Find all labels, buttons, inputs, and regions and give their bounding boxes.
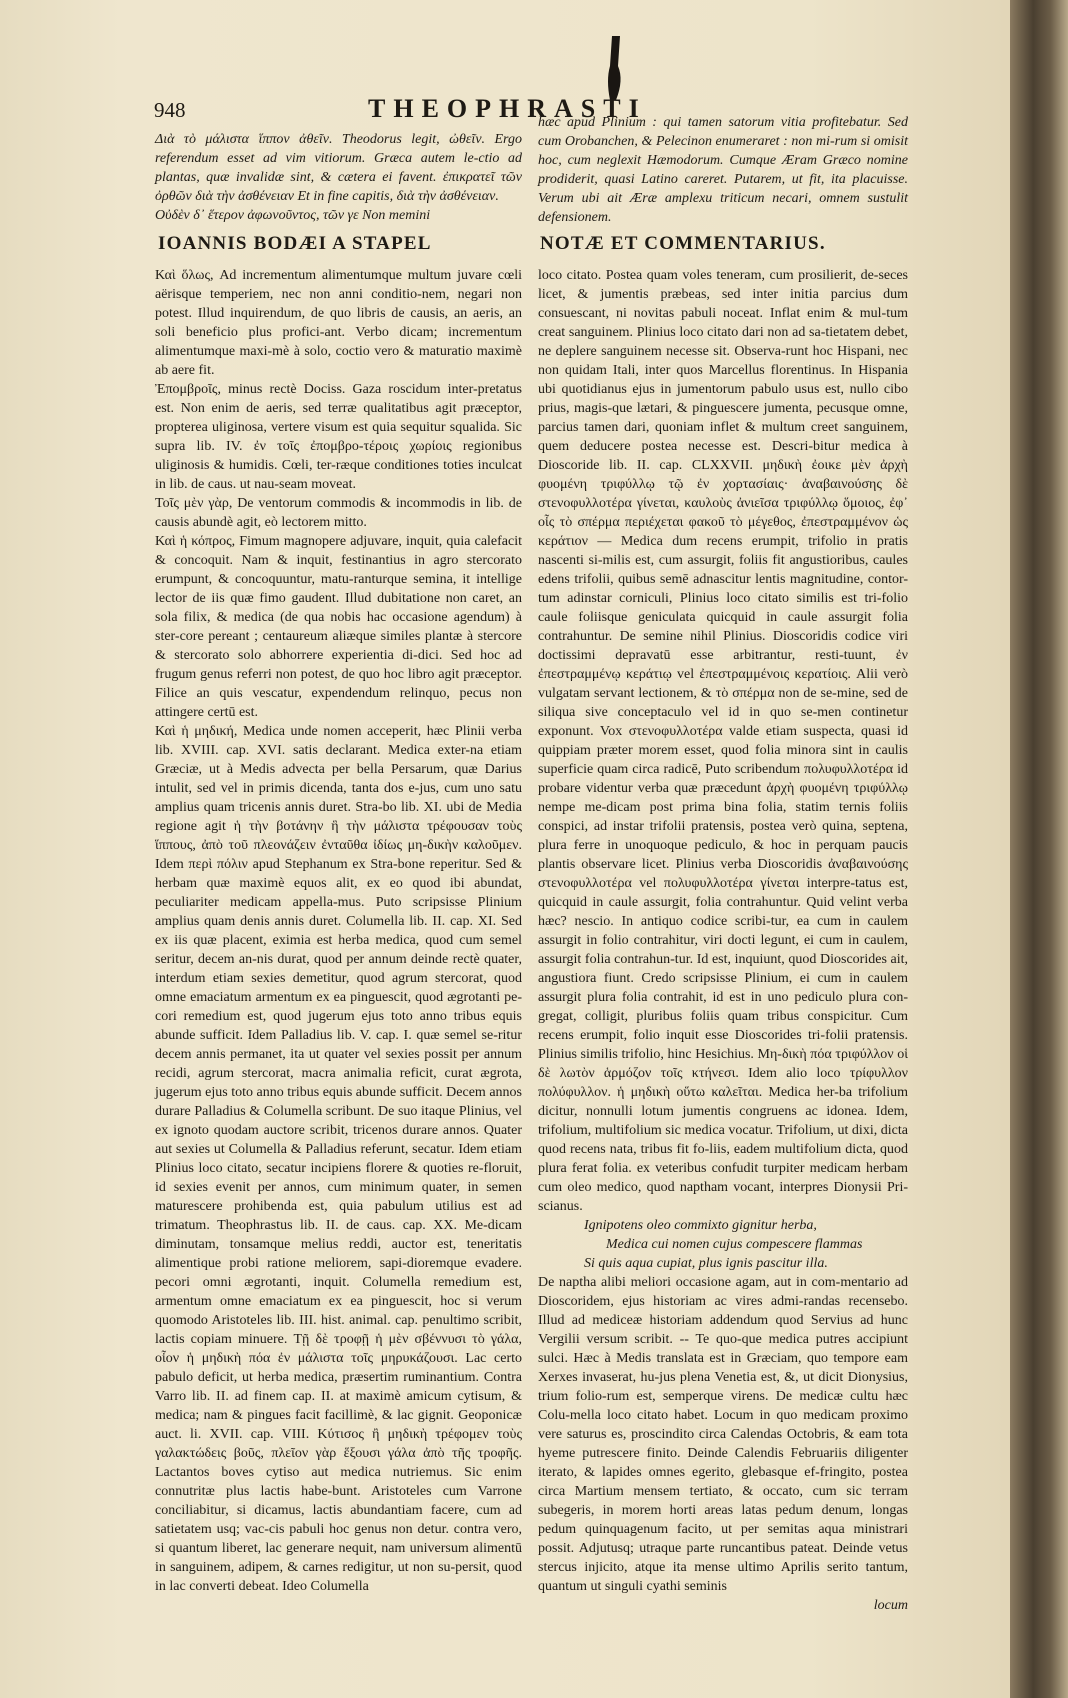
left-paragraph: Ἐπομβροῖς, minus rectè Dociss. Gaza roscidum inter-pretatus est. Non enim de aeris, sed terræ qualitatibus agit præceptor, propterea uliginosa, vertere visum est quia sequitur squalida. Sic supra lib. IV. ἐν τοῖς ἐπομβρο-τέροις χωρίοις regionibus uliginosis & humidis. Cœli, ter-ræque conditiones toties inculcat in lib. de caus. ut nau-seam moveat. — [155, 382, 522, 492]
left-paragraph: Καὶ ἡ μηδική, Medica unde nomen acceperit, hæc Plinii verba lib. XVIII. cap. XVI. satis declarant. Medica exter-na etiam Græciæ, ut à Medis advecta per bella Persarum, quæ Darius intulit, sed vel in primis dicenda, tanta dos e-jus, cum uno satu amplius quam tricenis annis duret. Stra-bo lib. XI. ubi de Media regione agit ἡ τὴν βοτάνην ἣ τὴν μάλιστα τρέφουσαν τοὺς ἵππους, ἀπὸ τοῦ πλεονάζειν ἐνταῦθα ἰδίως μη-δικὴν καλοῦμεν. Idem περὶ πόλιν apud Stephanum ex Stra-bone reperitur. Sed & herbam quæ maximè equos alit, ex eo quod ibi abundat, peculiariter medicam appella-mus. Puto scripsisse Plinium amplius quam denis annis duret. Columella lib. II. cap. XI. Sed ex iis quæ placent, eximia est herba medica, quod cum semel seritur, decem an-nis durat, quod per annum deinde rectè quater, interdum etiam sexies demetitur, quod agrum stercorat, quod omne emaciatum armentum ex ea pinguescit, quod ægrotanti pe-cori remedium est, quod jugerum ejus toto anno tribus equis abunde sufficit. Idem Palladius lib. V. cap. I. quæ semel se-ritur decem annis permanet, ita ut quater vel sexies possit per annum recidi, agrum stercorat, macra animalia reficit, curat ægrota, jugerum ejus toto anno tribus equis abunde sufficit. Decem annos durare Palladius & Columella scribunt. De suo itaque Plinius, vel ex ignoto quodam auctore scribit, tricenos durare annos. Quater aut sexies ut Columella & Palladius referunt, secatur. Idem etiam Plinius loco citato, secatur incipiens florere & quoties re-floruit, id sexies evenit per annos, cum minimum quater, in semen maturescere prohibenda est, quia pabulum utilius est ad trimatum. Theophrastus lib. II. de caus. cap. XX. Me-dicam diminutam, tonsamque melius reddi, auctor est, teneritatis alimentique probi ratione meliorem, sapi-dioremque evadere. pecori omni ægrotanti, inquit. Columella remedium est, armentum omne emaciatum ex ea pinguescit, hoc si verum quomodo Aristoteles lib. III. hist. animal. cap. penultimo scribit, lactis copiam minuere. Τῇ δὲ τροφῇ ἡ μὲν σβέννυσι τὸ γάλα, οἷον ἡ μηδικὴ πόα ἐν μάλιστα τοῖς μηρυκάζουσι. Lac certo pabulo deficit, ut herba medica, præsertim ruminantium. Contra Varro lib. II. ad finem cap. II. at maximè amicum cytisum, & medica; nam & pingues facit facillimè, & lac gignit. Geoponicæ auct. li. XVII. cap. VIII. Κύτισος ἢ μηδικὴ τρέφομεν τοὺς γαλακτώδεις βοῦς, πλεῖον γὰρ ἕξουσι γάλα ἀπὸ τῆς τροφῆς. Lactantos boves cytiso aut medica nutriemus. Sic enim connutritæ plus lactis habe-bunt. Aristoteles cum Varrone conciliabitur, si dicamus, lactis abundantiam facere, cum ad satietatem usq; vac-cis pabuli hoc genus non detur. contra vero, si quantum liberet, lac generare nequit, nam universum alimentū in sanguinem, adipem, & carnes redigitur, ut non su-persit, quod in lac converti debeat. Ideo Columella — [155, 724, 522, 1594]
right-top-note: hæc apud Plinium : qui tamen satorum vitia profitebatur. Sed cum Orobanchen, & Pelecinon enumeraret : non mi-rum si omisit hoc, cum neglexit Hæmodorum. Cumque Æram Græco nomine prodiderit, quasi Latino careret. Putarem, ut fit, ita placuisse. Verum ubi ait Æræ amplexu triticum necari, omnem sustulit defensionem. — [538, 115, 908, 225]
section-title-right: NOTÆ ET COMMENTARIUS. — [540, 233, 826, 254]
left-paragraph: Καὶ ἡ κόπρος, Fimum magnopere adjuvare, inquit, quia calefacit & concoquit. Nam & inquit, festinantius in agro stercorato erumpunt, & concoquuntur, matu-ranturque semina, it intellige lector de iis quæ fimo gaudent. Illud dubitatione non caret, an sola filix, & medica (de qua nobis hac occasione agendum) à ster-core pereant ; centaureum aliæque similes plantæ à stercore & stercorato solo abhorrere experientia di-dici. Sed hoc ad frugum genus referri non potest, de quo hoc libro agit præceptor. Filice an quis vescatur, expendendum relinquo, pecus non attingere certū est. — [155, 534, 522, 720]
left-top-note-1: Διὰ τὸ μάλιστα ἵππον ἀθεῖν. Theodorus legit, ὠθεῖν. Ergo referendum esset ad vim vitiorum. Græca autem le-ctio ad plantas, quæ invalidæ sint, & cætera ei favent. ἐπικρατεῖ τῶν ὀρθῶν διὰ τὴν ἀσθένειαν Et in fine capitis, διὰ τὴν ἀσθένειαν. — [155, 132, 522, 204]
bookmark-ribbon-icon — [604, 36, 626, 100]
right-column — [538, 266, 908, 1615]
running-head: THEOPHRASTI — [368, 94, 647, 123]
left-top-note-2: Οὐδὲν δ᾽ ἕτερον ἀφωνοῦντος, τῶν γε Non memini — [155, 208, 431, 223]
left-paragraph: Καὶ ὅλως, Ad incrementum alimentumque multum juvare cœli aërisque temperiem, nec non anni conditio-nem, negari non potest. Illud inquirendum, de quo libris de causis, an aeris, an soli beneficio plus profici-ant. Verbo dicam; incrementum alimentumque maxi-mè à solo, coctio vero & maturatio maximè ab aere fit. — [155, 268, 522, 378]
left-paragraph: Τοῖς μὲν γὰρ, De ventorum commodis & incommodis in lib. de causis abundè agit, eò lectorem mitto. — [155, 496, 522, 530]
right-paragraph: loco citato. Postea quam voles teneram, cum prosilierit, de-seces licet, & jumentis præbeas, sed inter initia parcius dum consuescant, ni novitas pabuli noceat. Inflat enim & mul-tum creat sanguinem. Plinius loco citato dari non ad sa-tietatem debet, ne deplere sanguinem necesse sit. Observa-runt hoc Hispani, nec non quidam Itali, inter quos Marcellus florentinus. In Hispania ubi quotidianus ejus in jumentorum pabulo usus est, nullo cibo prius, magis-que lætari, & pinguescere jumenta, pecusque omne, parcius tamen dari, quoniam inflet & multum creet sanguinem, quem deducere postea necesse est. Descri-bitur medica à Dioscoride lib. II. cap. CLXXVII. μηδικὴ ἐοικε μὲν ἀρχὴ φυομένη τριφύλλῳ τῷ ἐν χορτασίαις· ἀναβαινούσης δὲ στενοφυλλοτέρα γίνεται, καυλοὺς ἀνιεῖσα τριφύλλῳ ὅμοιος, ἐφ᾽ οἷς τὸ σπέρμα περιέχεται φακοῦ τὸ μέγεθος, ἐπεστραμμένον ὡς κεράτιον — Medica dum recens erumpit, trifolio in pratis nascenti si-milis est, cum assurgit, foliis fit angustioribus, caules edens trifolii, quibus semē adnascitur lentis magnitudine, contor-tum adinstar corniculi, Plinius loco citato similis est tri-folio caule foliisque geniculata quicquid in caule assurgit folia contrahuntur. De semine nihil Plinius. Dioscoridis codice viri doctissimi depravatū esse arbitrantur, resti-tuunt, ἐν ἐπεστραμμένῳ κεράτιῳ vel ἐπεστραμμένοις κερατίοις. Alii verò vulgatam servant lectionem, & τὸ σπέρμα non de se-mine, sed de siliqua sive conceptaculo vel id in quo se-men continetur exponunt. Vox στενοφυλλοτέρα valde etiam suspecta, quasi id quippiam præter morem esset, quod folia minora sint in caulis superficie quam circa radicē, Puto scribendum πολυφυλλοτέρα id probare videntur verba quæ præcedunt ἀρχὴ φυομένη τριφύλλῳ nempe me-dicam post prima bina folia, statim ternis foliis conspici, ad instar trifolii pratensis, postea verò quina, septena, plura ferre in unoquoque pediculo, & hoc in perquam paucis plantis observare licet. Plinius verba Dioscoridis ἀναβαινούσης στενοφυλλοτέρα vel πολυφυλλοτέρα γίνεται interpre-tatus est, quicquid in caule assurgit, folia contrahuntur. Quid velint verba hæc? nescio. In antiquo codice scribi-tur, ea cum in caulem assurgit in folio contrahitur, viri docti legunt, ei cum in caulem, assurgit folia contrahun-tur. Id est, inquiunt, quod Dioscorides ait, angustiora fiunt. Credo scripsisse Plinium, ei cum in caulem assurgit plura folia contrahit, id est in uno pediculo plura con-gregat, colligit, pluribus foliis quam tribus conspicitur. Cum recens erumpit, folio inquit esse Dioscorides tri-folii pratensis. Plinius similis trifolio, hinc Hesichius. Μη-δικὴ πόα τριφύλλον οἱ δὲ λωτὸν ἁρμόζον τοῖς κτήνεσι. Idem alio loco τρίφυλλον πολύφυλλον. ἡ μηδικὴ οὕτω καλεῖται. Medica her-ba trifolium dicitur, nonnulli lotum jumentis congruens ac idonea. Idem, trifolium, multifolium sic medica vocatur. Trifolium, ut dixi, dicta quod recens nata, tribus fit fo-liis, eadem multifolium dicta, quod plura ferat folia. ex veteribus confudit turpiter medicam herbam cum oleo medico, quod naptham vocant, interpres Dionysii Pri-scianus. — [538, 268, 908, 1214]
verse-line: Medica cui nomen cujus compescere flammas — [606, 1237, 863, 1252]
verse-quote — [538, 1216, 908, 1273]
book-gutter — [1010, 0, 1068, 1698]
verse-line: Ignipotens oleo commixto gignitur herba, — [584, 1218, 817, 1233]
left-column — [155, 266, 522, 1596]
catchword: locum — [873, 1598, 908, 1613]
right-paragraph: De naptha alibi meliori occasione agam, aut in com-mentario ad Dioscoridem, ejus historiam ac vires admi-randas recensebo. Illud ad mediceæ historiam addendum quod Servius ad hunc Vergilii versum scribit. -- Te quo-que medica putres accipiunt sulci. Hæc à Medis translata est in Græciam, quo tempore eam Xerxes invaserat, hu-jus plena Venetia est, &, ut dicit Dionysius, trium folio-rum est, semperque virens. De medicæ cultu hæc Colu-mella loco citato habet. Locum in quo medicam proximo vere saturus es, proscindito circa Calendas Octobris, & eam tota hyeme putrescere finito. Deinde Calendis Februariis diligenter iterato, & lapides omnes egerito, glebasque ef-fringito, postea circa Martium mensem tertiato, & occato, cum sic terram subegeris, in morem horti areas latas pedum denum, longas pedum quinquagenum facito, ut per semitas aqua ministrari possit. Adjutusq; utraque parte runcantibus pateat. Deinde vetus stercus injicito, atque ita mense ultimo Aprilis serito tantum, quantum ut singuli cyathi seminis — [538, 1275, 908, 1594]
right-top-notes — [538, 113, 908, 227]
section-title-left: IOANNIS BODÆI A STAPEL — [158, 233, 432, 254]
left-top-notes — [155, 130, 522, 225]
page-number: 948 — [154, 98, 186, 122]
verse-line: Si quis aqua cupiat, plus ignis pascitur illa. — [584, 1256, 828, 1271]
